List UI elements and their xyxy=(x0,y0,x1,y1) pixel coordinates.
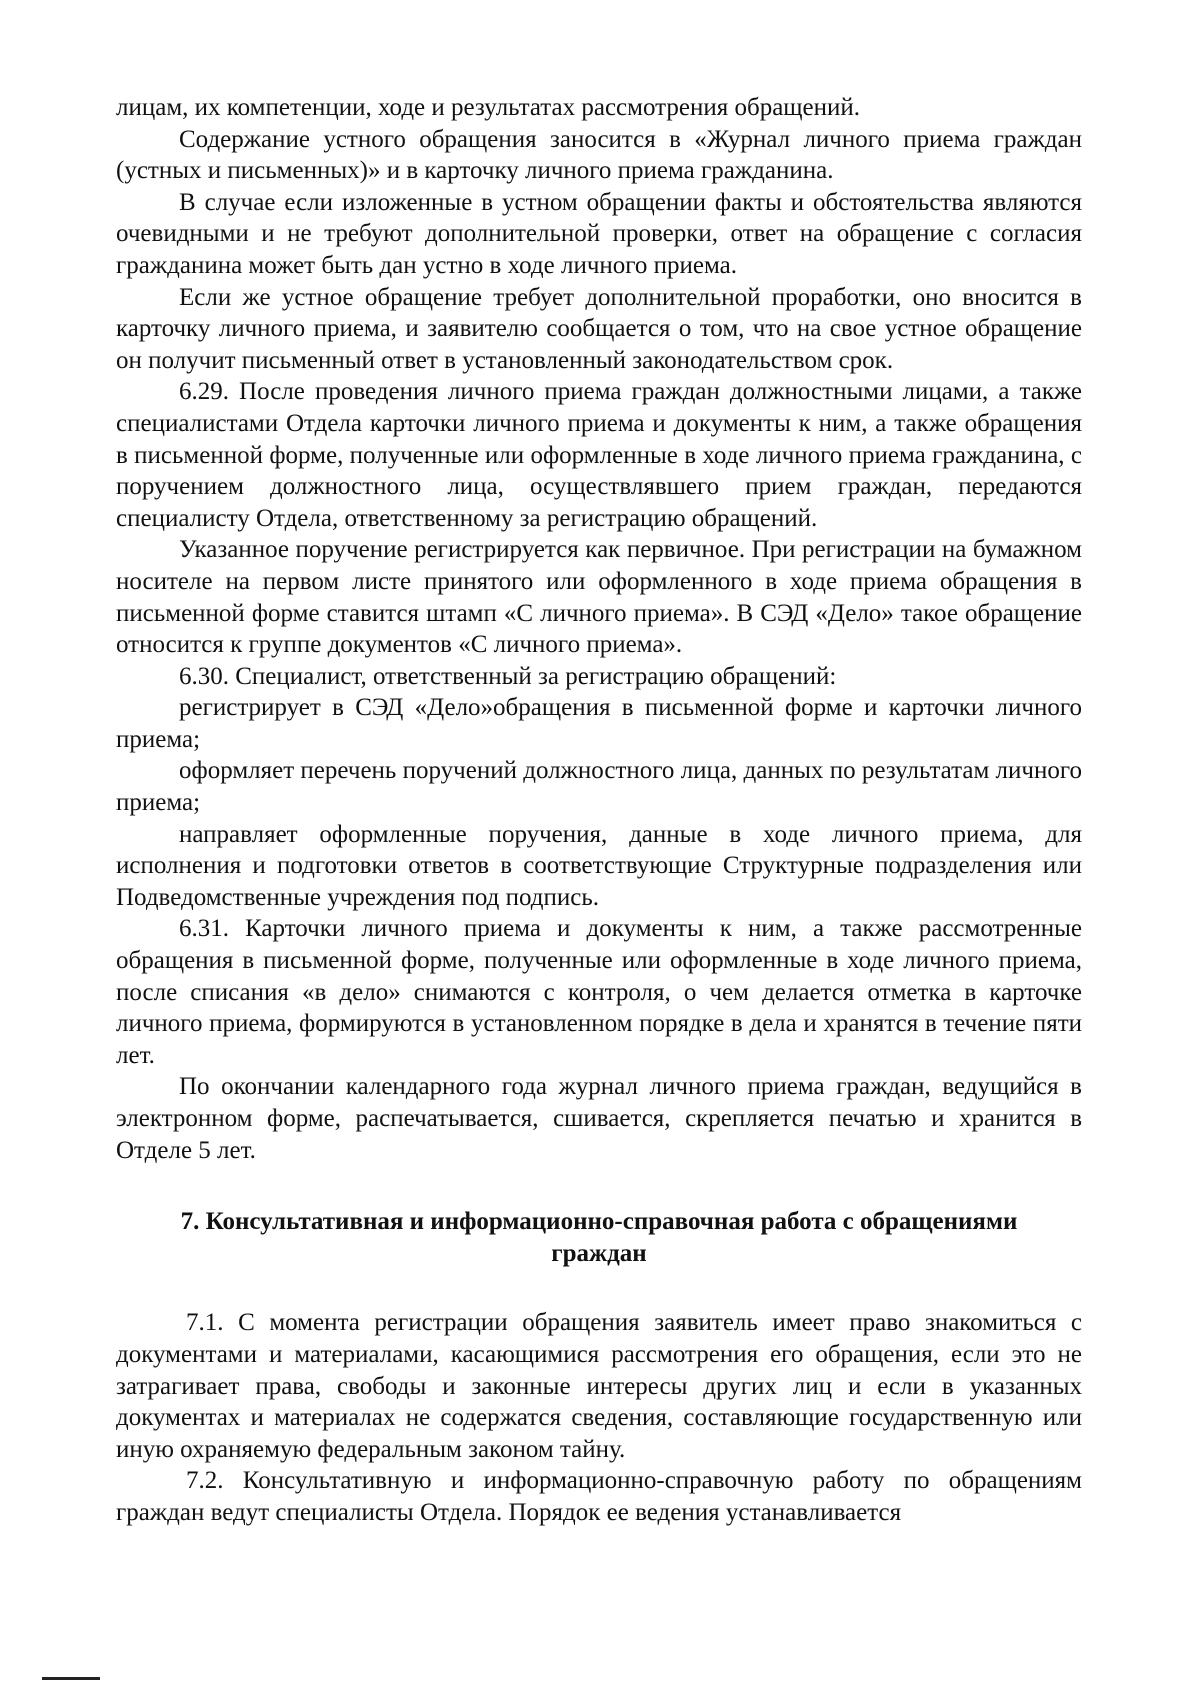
paragraph-journal-storage: По окончании календарного года журнал личного приема граждан, ведущийся в электронном форме, распечатывается, сшивается, скрепляется печатью и хранится в Отделе 5 лет. xyxy=(116,1073,1082,1164)
scan-edge-mark xyxy=(42,1677,100,1680)
paragraph-continuation: лицам, их компетенции, ходе и результатах рассмотрения обращений. xyxy=(116,94,861,121)
section-7-body xyxy=(116,1307,1082,1528)
paragraph-6-30: 6.30. Специалист, ответственный за регистрацию обращений: xyxy=(179,662,837,690)
document-body xyxy=(116,92,1082,1529)
paragraph-registration-primary: Указанное поручение регистрируется как первичное. При регистрации на бумажном носителе на первом листе принятого или оформленного в ходе приема обращения в письменной форме ставится штамп «С личного приема». В СЭД «Дело» такое обращение относится к группе документов «С личного приема». xyxy=(116,536,1082,659)
section-7-heading: 7. Консультативная и информационно-справочная работа с обращениями граждан xyxy=(180,1208,1018,1267)
paragraph-7-1: 7.1. С момента регистрации обращения заявитель имеет право знакомиться с документами и материалами, касающимися рассмотрения его обращения, если это не затрагивает права, свободы и законные интересы других лиц и если в указанных документах и материалах не содержатся сведения, составляющие государственную или иную охраняемую федеральным законом тайну. xyxy=(116,1309,1082,1463)
paragraph-7-2: 7.2. Консультативную и информационно-справочную работу по обращениям граждан ведут специалисты Отдела. Порядок ее ведения устанавливается xyxy=(116,1467,1082,1526)
paragraph-additional-review: Если же устное обращение требует дополнительной проработки, оно вносится в карточку личного приема, и заявителю сообщается о том, что на свое устное обращение он получит письменный ответ в установленный законодательством срок. xyxy=(116,283,1082,374)
paragraph-6-29: 6.29. После проведения личного приема граждан должностными лицами, а также специалистами Отдела карточки личного приема и документы к ним, а также обращения в письменной форме, полученные или оформленные в ходе личного приема гражданина, с поручением должностного лица, осуществлявшего прием граждан, передаются специалисту Отдела, ответственному за регистрацию обращений. xyxy=(116,378,1082,532)
paragraph-oral-answer: В случае если изложенные в устном обращении факты и обстоятельства являются очевидными и не требуют дополнительной проверки, ответ на обращение с согласия гражданина может быть дан устно в ходе личного приема. xyxy=(116,188,1082,279)
list-item-sends: направляет оформленные поручения, данные в ходе личного приема, для исполнения и подготовки ответов в соответствующие Структурные подразделения или Подведомственные учреждения под подпись. xyxy=(116,820,1082,911)
list-item-forms-list: оформляет перечень поручений должностного лица, данных по результатам личного приема; xyxy=(116,757,1082,817)
paragraph-oral-appeal-journal: Содержание устного обращения заносится в «Журнал личного приема граждан (устных и письменных)» и в карточку личного приема гражданина. xyxy=(116,125,1082,185)
list-item-registers: регистрирует в СЭД «Дело»обращения в письменной форме и карточки личного приема; xyxy=(116,694,1082,753)
paragraph-6-31: 6.31. Карточки личного приема и документы к ним, а также рассмотренные обращения в письменной форме, полученные или оформленные в ходе личного приема, после списания «в дело» снимаются с контроля, о чем делается отметка в карточке личного приема, формируются в установленном порядке в дела и хранятся в течение пяти лет. xyxy=(116,915,1082,1069)
